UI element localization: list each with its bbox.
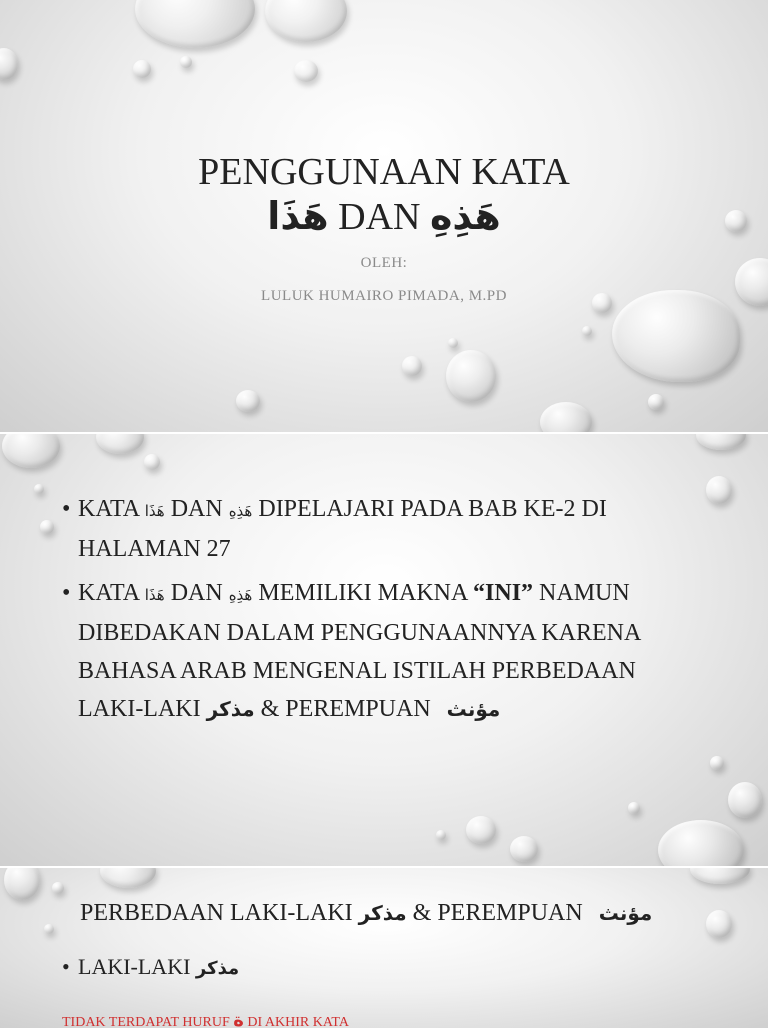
bullet-1-text: DIPELAJARI PADA BAB KE-2 DI HALAMAN 27 <box>78 496 607 562</box>
water-drop <box>582 326 592 336</box>
water-drop <box>265 0 347 42</box>
water-drop <box>690 868 750 884</box>
slide-3 <box>0 868 768 1028</box>
slide-3-title-amp: & PEREMPUAN <box>412 900 583 926</box>
water-drop <box>648 394 664 410</box>
red-note-text-a: TIDAK TERDAPAT HURUF <box>62 1015 230 1030</box>
bullet-2-kata: KATA <box>78 580 139 606</box>
water-drop <box>628 802 640 814</box>
arabic-ta-marbuta: ة <box>233 1010 244 1031</box>
water-drop <box>96 434 144 454</box>
bullet-2-dan: DAN <box>170 580 223 606</box>
water-drop <box>658 820 744 866</box>
water-drop <box>34 484 44 494</box>
title-line-1: PENGGUNAAN KATA <box>198 151 570 193</box>
bullet-item-1 <box>62 490 702 568</box>
arabic-muannats: مؤنث <box>446 697 501 721</box>
author-name: LULUK HUMAIRO PIMADA, M.PD <box>261 288 507 304</box>
oleh-label: OLEH: <box>360 255 408 271</box>
arabic-mudzakkar: مذكر <box>206 697 255 721</box>
water-drop <box>436 830 446 840</box>
water-drop <box>4 868 40 900</box>
water-drop <box>706 476 732 504</box>
bullet-item-2 <box>62 574 702 728</box>
slide-1 <box>0 0 768 432</box>
water-drop <box>135 0 255 48</box>
water-drop <box>466 816 496 844</box>
water-drop <box>2 434 60 468</box>
arabic-hadzihi: هَذِهِ <box>429 194 501 238</box>
arabic-muannats: مؤنث <box>598 901 653 925</box>
water-drop <box>144 454 160 470</box>
water-drop <box>52 882 64 894</box>
water-drop <box>710 756 724 770</box>
arabic-hadza: هَذَا <box>267 194 329 238</box>
water-drop <box>294 60 318 82</box>
water-drop <box>133 60 151 78</box>
arabic-mudzakkar: مذكر <box>195 958 240 979</box>
title-dan: DAN <box>338 196 421 238</box>
arabic-hadza: هَذَا <box>144 502 165 520</box>
water-drop <box>0 48 18 80</box>
bullet-2-text: NAMUN DIBEDAKAN DALAM PENGGUNAANNYA KARENA BAHASA ARAB MENGENAL ISTILAH PERBEDAAN LAKI-LAKI <box>78 580 640 722</box>
slide-3-title-text: PERBEDAAN LAKI-LAKI <box>80 900 353 926</box>
bullet-1-dan: DAN <box>170 496 223 522</box>
water-drop <box>236 390 260 412</box>
water-drop <box>100 868 156 888</box>
water-drop <box>706 910 732 938</box>
water-drop <box>44 924 54 934</box>
water-drop <box>446 350 496 402</box>
bullet-2-ini: “INI” <box>473 580 534 606</box>
slide-3-red-note <box>62 1010 349 1031</box>
water-drop <box>448 338 458 348</box>
water-drop <box>510 836 538 862</box>
red-note-text-b: DI AKHIR KATA <box>247 1015 349 1030</box>
water-drop <box>402 356 422 376</box>
slide-3-title <box>80 900 652 927</box>
title-line-2 <box>0 194 768 239</box>
slide-1-title <box>0 150 768 239</box>
bullet-2-memiliki: MEMILIKI MAKNA <box>258 580 468 606</box>
slide-3-bullet <box>62 954 239 980</box>
water-drop <box>540 402 592 432</box>
slide-3-bullet-text: LAKI-LAKI <box>78 954 191 979</box>
water-drop <box>728 782 762 818</box>
arabic-mudzakkar: مذكر <box>358 901 407 925</box>
arabic-hadza: هَذَا <box>144 586 165 604</box>
water-drop <box>180 56 192 68</box>
arabic-hadzihi: هَذِهِ <box>228 502 253 520</box>
slide-2-bullets <box>62 490 702 734</box>
arabic-hadzihi: هَذِهِ <box>228 586 253 604</box>
water-drop <box>40 520 54 534</box>
bullet-2-amp: & PEREMPUAN <box>260 696 431 722</box>
bullet-1-kata: KATA <box>78 496 139 522</box>
water-drop <box>696 434 746 450</box>
